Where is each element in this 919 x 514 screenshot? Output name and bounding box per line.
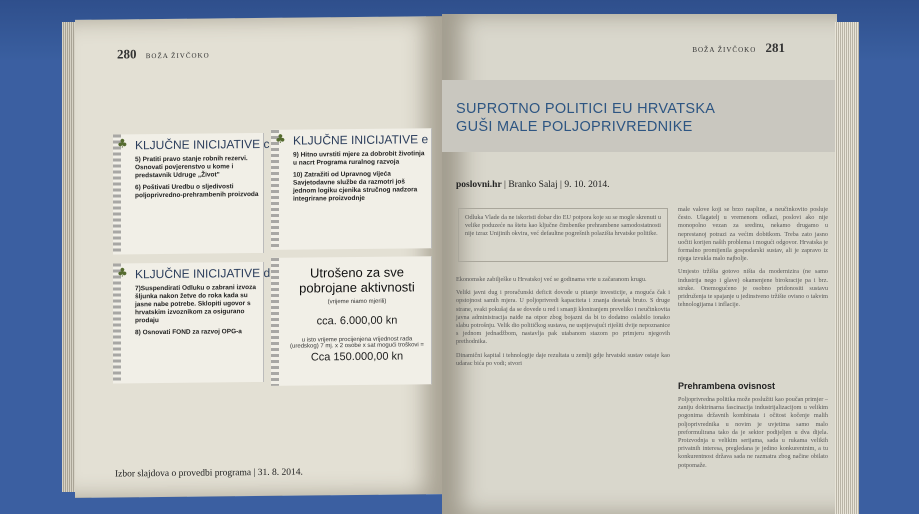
spent-amount: cca. 6.000,00 kn xyxy=(316,314,398,328)
slide-initiatives-e xyxy=(271,128,432,250)
left-running-head: BOŽA ŽIVČOKO xyxy=(145,51,210,61)
slide-side-bar xyxy=(271,130,279,250)
paragraph: Veliki javni dug i proračunski deficit dovode u pitanje investicije, a moguća čak i opstojnost samih mjera. U poljoprivredi kapaciteta i znanja desetak bruto. S druge strane, svaki pokušaj da se dovede u red i smanji kloniranjem preveliko i neučinkovita javna administracija naiđe na otpor zbog bojazni da bi to dodatno oslabilo ionako slabu potrošnju. Velik dio političkog sustava, ne uspijevajući riješiti dvije nepoznanice s jednom jednadžbom, nastavlja pak utabanom stazom po primjeru njegovih prethodnika. xyxy=(456,289,670,346)
left-page-header xyxy=(117,46,210,63)
slide-initiatives-d xyxy=(113,262,271,384)
slide-item: 5) Pratiti pravo stanje robnih rezervi. Osnovati povjerenstvo u kome i predstavnik Udruge „Život" xyxy=(135,155,248,180)
slide-initiatives-c xyxy=(113,133,270,255)
article-byline xyxy=(456,180,609,190)
headline-line: SUPROTNO POLITICI EU HRVATSKA xyxy=(456,101,716,117)
slide-item: 8) Osnovati FOND za razvoj OPG-a xyxy=(135,328,242,337)
slide-item: 6) Poštivati Uredbu o sljedivosti poljoprivredno-prehrambenih proizvoda xyxy=(135,183,259,200)
right-page-number: 281 xyxy=(765,40,785,55)
slide-title: KLJUČNE INICIJATIVE c xyxy=(135,136,270,153)
slide-item: 7)Suspendirati Odluku o zabrani izvoza šljunka nakon žetve do roka kada su jasne nabe potrebe. Sklopiti ugovor s hrvatskim izvoznikom za osigurano prodaju xyxy=(135,284,256,325)
slide-item: 10) Zatražiti od Upravnog vijeća Savjetodavne službe da razmotri još jednom logiku cjenika stručnog nadzora integrirane proizvodnje xyxy=(293,170,418,203)
slide-side-bar xyxy=(113,134,121,254)
left-page-edges xyxy=(62,22,76,492)
spent-note: (vrijeme niamo mjerili) xyxy=(327,298,387,306)
paragraph: male valove koji se brzo raspline, a neučinkovito posluje često. Ulagatelj u vremenom odlazi, poslovi ako nije monopolno vezan za sredinu, nekamo drugamo u neprestanoj potrazi za većim dobitkom. Treba zato jasno uočiti korijen naših problema i mogući odgovor. Hrvatska je formalno promijenila gospodarski sustav, ali je zapravo iz njega izvukla malo najbolje. xyxy=(678,206,828,263)
right-running-head: BOŽA ŽIVČOKO xyxy=(692,46,757,54)
headline-line: GUŠI MALE POLJOPRIVREDNIKE xyxy=(456,119,693,135)
right-page-edges xyxy=(835,22,859,514)
slide-item: 9) Hitno uvrstiti mjere za dobrobit životinja u nacrt Programa ruralnog razvoja xyxy=(293,150,425,167)
plant-icon: ♣ xyxy=(117,136,128,151)
plant-icon: ♣ xyxy=(117,265,128,280)
article-subheading: Prehrambena ovisnost xyxy=(678,381,776,391)
byline-source: poslovni.hr xyxy=(456,180,502,190)
article-abstract xyxy=(458,208,668,262)
spent-note-2: u isto vrijeme procijenjena vrijednost rada (uredskog) 7 mj. x 2 osobe x sat mogući troškovi = xyxy=(290,336,424,350)
right-page-header xyxy=(692,40,785,56)
left-page xyxy=(75,16,443,498)
byline-rest: | Branko Salaj | 9. 10. 2014. xyxy=(501,180,610,190)
article-column-right xyxy=(678,206,828,314)
paragraph: Dinamični kapital i tehnologije daje rezultata u zemlji gdje hrvatski sustav ostaje kao udarac bića po vodi; stvori xyxy=(456,351,670,367)
left-page-number: 280 xyxy=(117,46,137,62)
paragraph: Ekonomske zabilješke u Hrvatskoj već se godinama vrte u začaranom krugu. xyxy=(456,276,647,283)
slide-title: KLJUČNE INICIJATIVE e xyxy=(293,132,429,148)
spent-title: Utrošeno za sve pobrojane aktivnosti xyxy=(299,264,415,296)
spent-amount-2: Cca 150.000,00 kn xyxy=(310,350,404,364)
plant-icon: ♣ xyxy=(275,131,286,146)
article-headline xyxy=(456,100,715,136)
article-column-left xyxy=(456,276,670,373)
slide-title: KLJUČNE INICIJATIVE d xyxy=(135,265,271,282)
right-page xyxy=(442,14,837,514)
left-page-footer: Izbor slajdova o provedbi programa | 31. 8. 2014. xyxy=(115,467,303,480)
slide-spent xyxy=(271,256,432,386)
paragraph: Poljoprivredna politika može poslužiti kao poučan primjer – zaniju doktrinarna fascinacija industrijalizacijom u velikim pogonima državnih kombinata i očitost kočenje malih poljoprivrednika u novim je uvjetima samo malo preformulirana tako da je sektor podijeljen u dva dijela. Proizvodnja u velikim serijama, sada u rukama velikih privatnih interesa, pregledana je jedino konkurentnim, a tu konkurentnost država sada ne razmatra zbog načine obilato potpomaže. xyxy=(678,396,828,469)
slide-side-bar xyxy=(271,258,279,386)
abstract-text: Odluka Vlade da ne iskoristi dobar dio EU potpora koje su se mogle skrenuti u velike poduzeće na štetu kao ključne čimbenike prehrambene samodostatnosti nije izraz Unijinih okvira, već defaultne pogrešnih polazišta hrvatske politike. xyxy=(465,214,661,238)
paragraph: Umjesto tržišta gotovo ništa da modernizira (ne samo industrija nego i glave) okamenjene birokracije pa i brz. struke. Onemogućeno je osobno pridonositi sustavu pridruženja te spajanje u jedinstveno tržište ovisno o takvim tehnologijama i inflacije. xyxy=(678,268,828,309)
article-column-right-2 xyxy=(678,396,828,475)
slide-side-bar xyxy=(113,263,121,383)
